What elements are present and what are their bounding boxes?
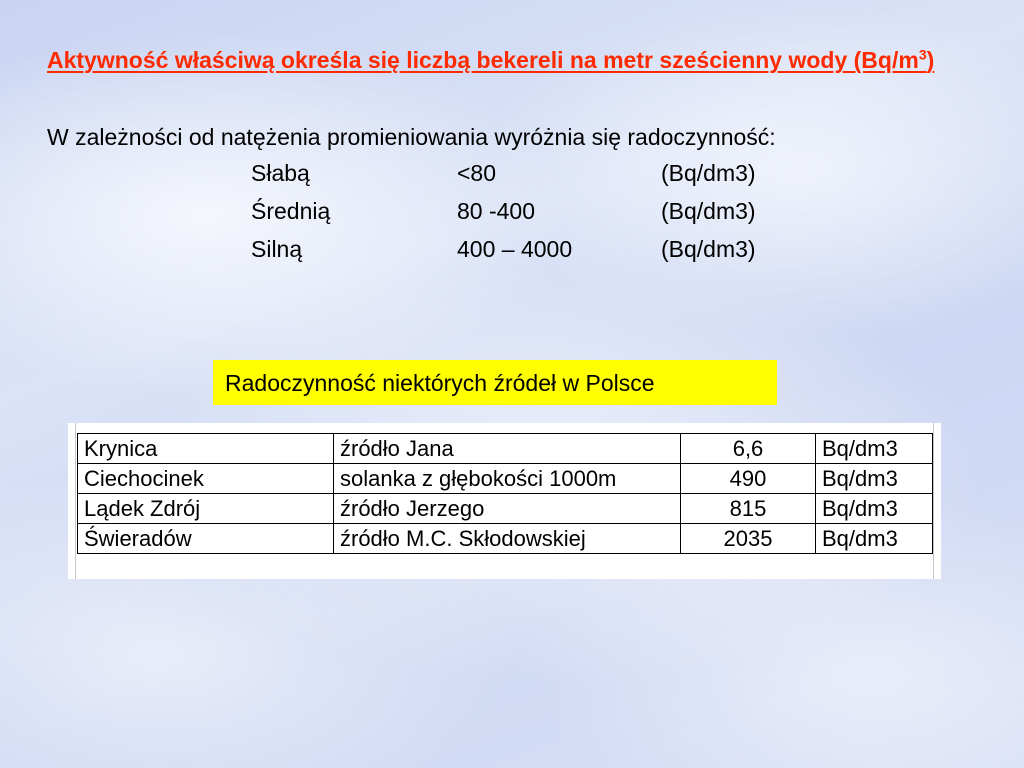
sources-table-panel <box>68 423 941 579</box>
heading-text: Aktywność właściwą określa się liczbą bekereli na metr sześcienny wody (Bq/m <box>47 47 919 73</box>
cell-value: 490 <box>681 464 816 494</box>
spreadsheet-gridline <box>75 423 76 579</box>
cell-source: solanka z głębokości 1000m <box>334 464 681 494</box>
level-unit: (Bq/dm3) <box>661 236 756 262</box>
level-row-weak <box>251 160 811 198</box>
cell-unit: Bq/dm3 <box>816 434 933 464</box>
heading-closing: ) <box>926 47 935 73</box>
slide-heading <box>47 45 977 75</box>
cell-unit: Bq/dm3 <box>816 464 933 494</box>
heading-superscript: 3 <box>918 46 927 63</box>
radioactivity-levels <box>251 160 811 274</box>
table-row <box>78 464 933 494</box>
cell-location: Świeradów <box>78 524 334 554</box>
cell-source: źródło Jerzego <box>334 494 681 524</box>
cell-value: 6,6 <box>681 434 816 464</box>
level-row-strong <box>251 236 811 274</box>
sources-table <box>77 433 933 554</box>
level-name: Słabą <box>251 160 310 186</box>
level-unit: (Bq/dm3) <box>661 198 756 224</box>
table-row <box>78 494 933 524</box>
sources-caption-box: Radoczynność niektórych źródeł w Polsce <box>213 360 777 405</box>
level-name: Silną <box>251 236 303 262</box>
level-unit: (Bq/dm3) <box>661 160 756 186</box>
cell-location: Ciechocinek <box>78 464 334 494</box>
cell-source: źródło M.C. Skłodowskiej <box>334 524 681 554</box>
level-range: 400 – 4000 <box>457 236 573 262</box>
level-range: 80 -400 <box>457 198 536 224</box>
spreadsheet-gridline <box>933 423 934 579</box>
table-row <box>78 524 933 554</box>
cell-value: 2035 <box>681 524 816 554</box>
cell-unit: Bq/dm3 <box>816 494 933 524</box>
cell-location: Krynica <box>78 434 334 464</box>
level-range: <80 <box>457 160 497 186</box>
level-name: Średnią <box>251 198 331 224</box>
cell-unit: Bq/dm3 <box>816 524 933 554</box>
level-row-medium <box>251 198 811 236</box>
cell-source: źródło Jana <box>334 434 681 464</box>
cell-location: Lądek Zdrój <box>78 494 334 524</box>
cell-value: 815 <box>681 494 816 524</box>
intro-text: W zależności od natężenia promieniowania wyróżnia się radoczynność: <box>47 124 776 150</box>
table-row <box>78 434 933 464</box>
